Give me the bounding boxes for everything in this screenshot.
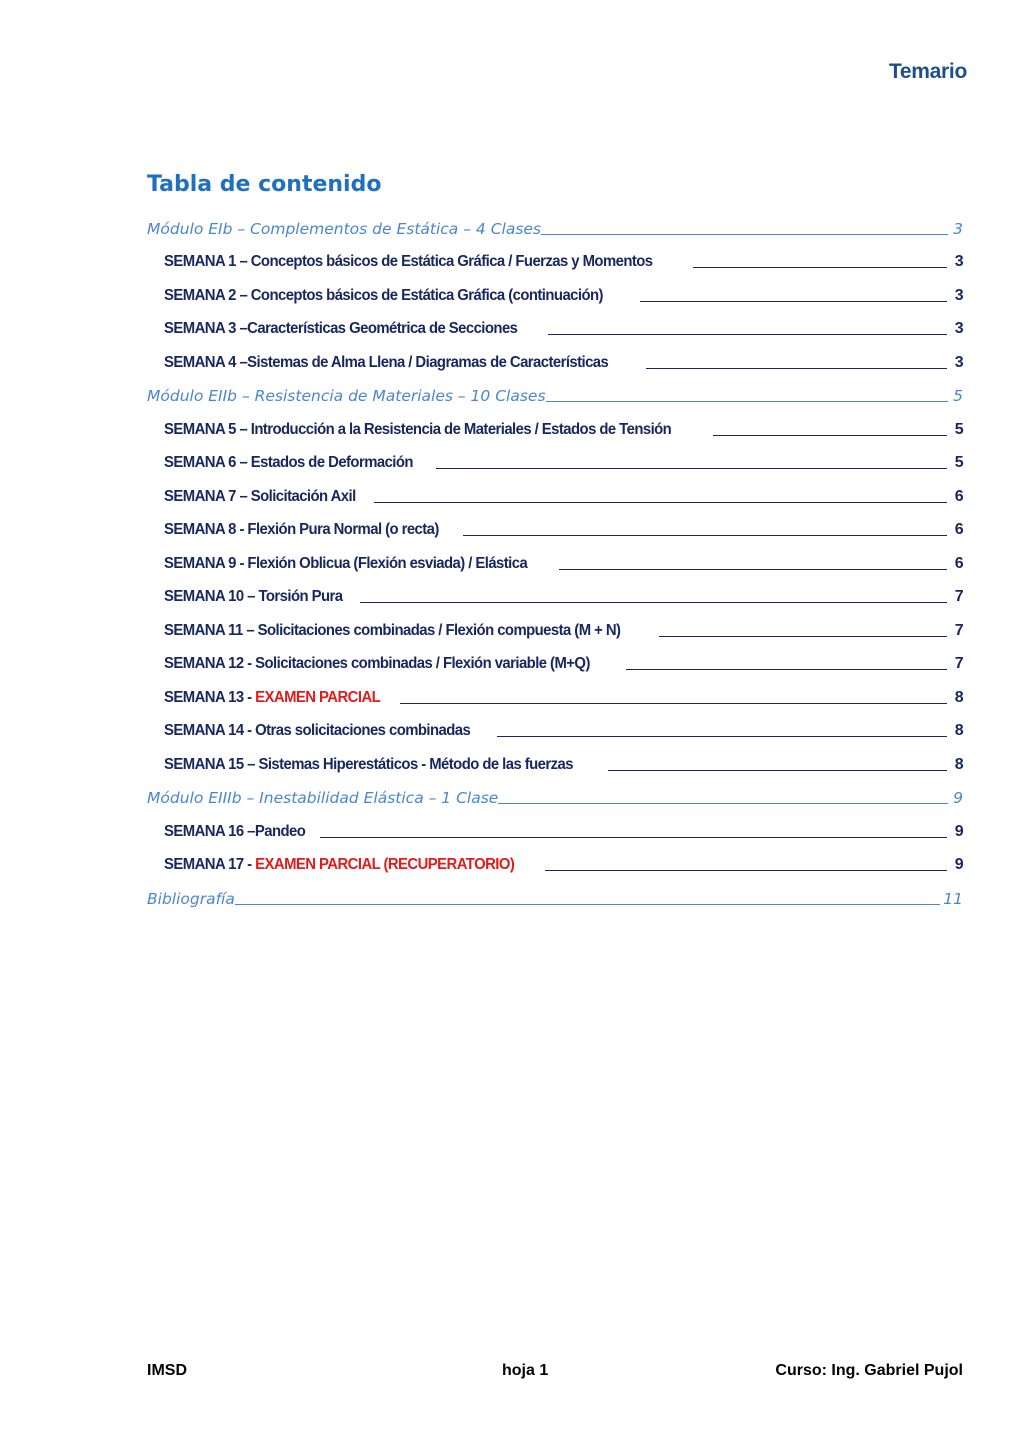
footer-institution: IMSD bbox=[147, 1362, 187, 1379]
toc-leader-line bbox=[545, 869, 947, 871]
toc-entry-title bbox=[164, 287, 603, 305]
toc-entry-text: Bibliografía bbox=[147, 889, 235, 908]
toc-entry-title bbox=[164, 689, 380, 707]
toc-page-number: 6 bbox=[954, 554, 963, 572]
toc-entry-text: SEMANA 2 – Conceptos básicos de Estática Gráfica (continuación) bbox=[164, 286, 603, 304]
toc-leader-line bbox=[548, 333, 947, 335]
toc-leader-line bbox=[463, 534, 947, 536]
toc-entry-text: SEMANA 6 – Estados de Deformación bbox=[164, 454, 413, 471]
toc-page-number: 9 bbox=[954, 822, 963, 840]
toc-entry-title bbox=[164, 488, 356, 506]
toc-page-number: 6 bbox=[954, 521, 963, 538]
toc-page-number: 3 bbox=[954, 253, 963, 270]
toc-page-number: 7 bbox=[954, 588, 963, 605]
toc-entry-text: SEMANA 3 –Características Geométrica de Secciones bbox=[164, 320, 518, 337]
toc-week-entry[interactable] bbox=[147, 278, 963, 312]
toc-entry-title bbox=[164, 354, 608, 372]
toc-module-entry[interactable] bbox=[147, 379, 963, 413]
toc-entry-title bbox=[164, 856, 514, 874]
toc-leader-line bbox=[374, 501, 947, 503]
toc-entry-title bbox=[164, 588, 342, 606]
toc-week-entry[interactable] bbox=[147, 747, 963, 781]
toc-leader-line bbox=[400, 702, 947, 704]
toc-entry-text: SEMANA 12 - Solicitaciones combinadas / Flexión variable (M+Q) bbox=[164, 655, 590, 672]
toc-page-number: 3 bbox=[954, 286, 963, 304]
toc-page-number: 5 bbox=[954, 454, 963, 471]
toc-entry-text: SEMANA 7 – Solicitación Axil bbox=[164, 487, 356, 505]
toc-leader-line bbox=[546, 400, 948, 402]
toc-entry-text: SEMANA 9 - Flexión Oblicua (Flexión esviada) / Elástica bbox=[164, 554, 528, 572]
table-of-contents bbox=[147, 211, 963, 915]
page-footer bbox=[147, 1362, 963, 1386]
toc-entry-text: Módulo EIIIb – Inestabilidad Elástica – 1 Clase bbox=[147, 789, 499, 807]
toc-module-entry[interactable] bbox=[147, 211, 963, 245]
toc-heading: Tabla de contenido bbox=[147, 172, 382, 197]
toc-page-number: 9 bbox=[954, 856, 963, 873]
toc-leader-line bbox=[559, 568, 947, 570]
toc-week-entry[interactable] bbox=[147, 345, 963, 379]
toc-entry-title bbox=[164, 521, 439, 539]
toc-page-number: 11 bbox=[943, 889, 963, 908]
toc-entry-title bbox=[164, 722, 470, 740]
toc-entry-title bbox=[164, 555, 527, 573]
footer-page-number: hoja 1 bbox=[502, 1362, 549, 1379]
toc-week-entry[interactable] bbox=[147, 513, 963, 547]
toc-week-entry[interactable] bbox=[147, 680, 963, 714]
toc-page-number: 8 bbox=[954, 755, 963, 773]
toc-entry-text: SEMANA 10 – Torsión Pura bbox=[164, 588, 343, 605]
toc-leader-line bbox=[498, 802, 948, 804]
page-header-title: Temario bbox=[888, 60, 967, 83]
toc-entry-title bbox=[147, 220, 541, 238]
toc-leader-line bbox=[320, 836, 947, 838]
toc-entry-title bbox=[164, 622, 620, 640]
toc-module-entry[interactable] bbox=[147, 881, 963, 915]
toc-leader-line bbox=[659, 635, 947, 637]
toc-entry-title bbox=[164, 421, 671, 439]
toc-module-entry[interactable] bbox=[147, 781, 963, 815]
toc-week-entry[interactable] bbox=[147, 479, 963, 513]
toc-page-number: 5 bbox=[954, 420, 963, 438]
toc-week-entry[interactable] bbox=[147, 647, 963, 681]
toc-week-entry[interactable] bbox=[147, 814, 963, 848]
toc-week-entry[interactable] bbox=[147, 613, 963, 647]
toc-week-entry[interactable] bbox=[147, 312, 963, 346]
toc-entry-text: SEMANA 17 - bbox=[164, 856, 256, 873]
toc-leader-line bbox=[360, 601, 947, 603]
toc-entry-text: SEMANA 8 - Flexión Pura Normal (o recta) bbox=[164, 521, 439, 538]
toc-week-entry[interactable] bbox=[147, 446, 963, 480]
toc-leader-line bbox=[626, 668, 947, 670]
toc-leader-line bbox=[541, 233, 948, 235]
toc-entry-title bbox=[147, 789, 498, 807]
footer-course: Curso: Ing. Gabriel Pujol bbox=[775, 1362, 963, 1379]
toc-page-number: 5 bbox=[953, 387, 963, 405]
toc-week-entry[interactable] bbox=[147, 848, 963, 882]
toc-entry-highlight: EXAMEN PARCIAL bbox=[255, 688, 381, 706]
toc-entry-title bbox=[164, 655, 590, 673]
toc-page-number: 8 bbox=[954, 722, 963, 739]
toc-entry-title bbox=[164, 823, 305, 841]
toc-page-number: 3 bbox=[953, 219, 963, 238]
toc-page-number: 6 bbox=[954, 487, 963, 505]
toc-leader-line bbox=[646, 367, 947, 369]
toc-week-entry[interactable] bbox=[147, 714, 963, 748]
toc-leader-line bbox=[713, 434, 947, 436]
toc-entry-title bbox=[164, 320, 517, 338]
toc-entry-text: SEMANA 16 –Pandeo bbox=[164, 822, 306, 840]
toc-entry-text: SEMANA 5 – Introducción a la Resistencia de Materiales / Estados de Tensión bbox=[164, 420, 672, 438]
toc-entry-title bbox=[164, 756, 573, 774]
toc-week-entry[interactable] bbox=[147, 245, 963, 279]
toc-entry-text: SEMANA 4 –Sistemas de Alma Llena / Diagramas de Características bbox=[164, 353, 609, 371]
toc-week-entry[interactable] bbox=[147, 580, 963, 614]
toc-leader-line bbox=[693, 266, 947, 268]
toc-page-number: 3 bbox=[954, 353, 963, 371]
toc-entry-text: SEMANA 15 – Sistemas Hiperestáticos - Método de las fuerzas bbox=[164, 755, 573, 773]
toc-week-entry[interactable] bbox=[147, 546, 963, 580]
toc-entry-text: SEMANA 13 - bbox=[164, 688, 256, 706]
toc-page-number: 9 bbox=[953, 789, 963, 807]
toc-entry-title bbox=[147, 387, 546, 405]
toc-entry-title bbox=[164, 454, 413, 472]
toc-leader-line bbox=[608, 769, 947, 771]
toc-entry-highlight: EXAMEN PARCIAL (RECUPERATORIO) bbox=[255, 856, 515, 873]
toc-leader-line bbox=[436, 467, 947, 469]
toc-leader-line bbox=[235, 903, 940, 905]
toc-entry-text: SEMANA 14 - Otras solicitaciones combinadas bbox=[164, 722, 471, 739]
toc-entry-text: Módulo EIIb – Resistencia de Materiales – 10 Clases bbox=[147, 387, 546, 405]
toc-page-number: 7 bbox=[954, 621, 963, 639]
toc-entry-text: SEMANA 1 – Conceptos básicos de Estática Gráfica / Fuerzas y Momentos bbox=[164, 253, 653, 270]
toc-entry-title bbox=[164, 253, 653, 271]
toc-page-number: 3 bbox=[954, 320, 963, 337]
toc-leader-line bbox=[497, 735, 947, 737]
toc-page-number: 8 bbox=[954, 688, 963, 706]
toc-week-entry[interactable] bbox=[147, 412, 963, 446]
toc-leader-line bbox=[640, 300, 947, 302]
toc-entry-title bbox=[147, 890, 235, 908]
toc-page-number: 7 bbox=[954, 655, 963, 672]
toc-entry-text: SEMANA 11 – Solicitaciones combinadas / Flexión compuesta (M + N) bbox=[164, 621, 621, 639]
toc-entry-text: Módulo EIb – Complementos de Estática – 4 Clases bbox=[147, 219, 542, 238]
